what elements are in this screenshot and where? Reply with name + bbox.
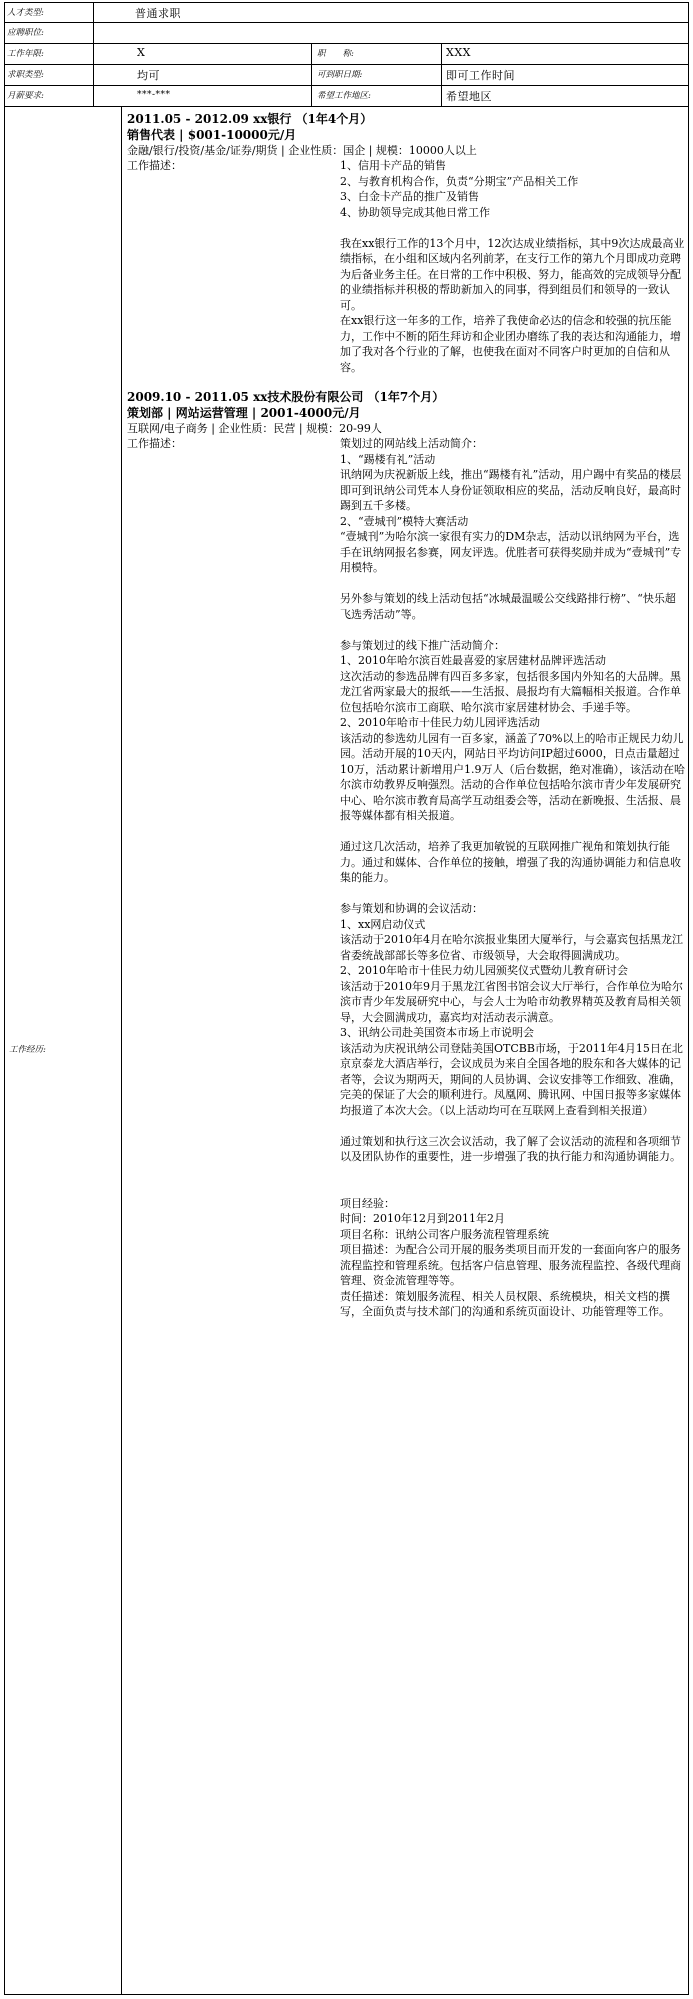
desc-line: 该活动于2010年9月于黑龙江省图书馆会议大厅举行，合作单位为哈尔滨市青少年发展研究中心，与会人士为哈市幼教界精英及教育局相关领导，大会圆满成功，嘉宾均对活动表示满意。 — [340, 979, 683, 1024]
desc-line — [340, 1118, 685, 1134]
desc-line: 2、“壹城刊”模特大赛活动 — [340, 514, 469, 528]
job-title: 2009.10 - 2011.05 xx技术股份有限公司 （1年7个月） — [127, 390, 445, 404]
job-meta: 金融/银行/投资/基金/证券/期货 | 企业性质：国企 | 规模：10000人以上 — [127, 144, 477, 157]
form-row-years — [5, 44, 688, 65]
available-date-value: 即可工作时间 — [446, 69, 515, 82]
desc-line: 项目描述：为配合公司开展的服务类项目而开发的一套面向客户的服务流程监控和管理系统。包括客户信息管理、服务流程监控、各级代理商管理、资金流管理等等。 — [340, 1243, 681, 1287]
desc-line: 时间：2010年12月到2011年2月 — [340, 1212, 505, 1225]
form-row-salary — [5, 86, 688, 107]
desc-line: 4、协助领导完成其他日常工作 — [340, 205, 490, 219]
desc-line: “壹城刊”为哈尔滨一家很有实力的DM杂志，活动以讯纳网为平台，选手在讯纳网报名参赛，网友评选。优胜者可获得奖励并成为“壹城刊”专用模特。 — [340, 530, 682, 574]
desc-line: 1、信用卡产品的销售 — [340, 159, 446, 172]
salary-value: ***-*** — [137, 90, 171, 100]
years-value: X — [137, 46, 146, 59]
job-position: 销售代表 | $001-10000元/月 — [127, 128, 297, 142]
desc-line — [340, 1180, 685, 1196]
form-row-job-type — [5, 65, 688, 86]
desc-line: 1、xx网启动仪式 — [340, 917, 426, 931]
desc-line — [340, 576, 685, 592]
title-label: 职 称: — [317, 49, 354, 59]
desc-line: 责任描述：策划服务流程、相关人员权限、系统模块，相关文档的撰写，全面负责与技术部门的沟通和系统页面设计、功能管理等工作。 — [340, 1289, 670, 1318]
job-description — [340, 436, 685, 1320]
region-label: 希望工作地区: — [317, 91, 371, 101]
form-row-position — [5, 23, 688, 44]
desc-line — [340, 220, 685, 236]
desc-line — [340, 886, 685, 902]
talent-type-value: 普通求职 — [135, 7, 181, 20]
job-entry — [127, 389, 687, 1320]
desc-line: 在xx银行这一年多的工作，培养了我使命必达的信念和较强的抗压能力，工作中不断的陌生拜访和企业团办磨练了我的表达和沟通能力，增加了我对各个行业的了解，也使我在面对不同客户时更加的自信和从容。 — [340, 314, 681, 374]
desc-line: 1、2010年哈尔滨百姓最喜爱的家居建材品牌评选活动 — [340, 654, 606, 667]
desc-line: 该活动为庆祝讯纳公司登陆美国OTCBB市场，于2011年4月15日在北京京泰龙大酒店举行，会议成员为来自全国各地的股东和各大媒体的记者等，会议为期两天，期间的人员协调、会议安排等工作细致、准确，完美的保证了大会的顺利进行。凤凰网、腾讯网、中国日报等多家媒体均报道了本次大会。（以上活动均可在互联网上查看到相关报道） — [340, 1041, 683, 1117]
job-description — [340, 158, 685, 375]
years-label: 工作年限: — [7, 49, 44, 59]
position-label: 应聘职位: — [7, 28, 44, 38]
desc-line: 2、2010年哈市十佳民力幼儿园评选活动 — [340, 716, 540, 729]
desc-line — [340, 1165, 685, 1181]
desc-line: 1、“踢楼有礼”活动 — [340, 452, 436, 466]
job-desc-label: 工作描述： — [127, 159, 182, 172]
available-date-label: 可到职日期: — [317, 70, 363, 80]
work-experience-label: 工作经历: — [9, 1045, 46, 1055]
desc-line: 参与策划和协调的会议活动： — [340, 902, 483, 915]
desc-line: 该活动于2010年4月在哈尔滨报业集团大厦举行，与会嘉宾包括黑龙江省委统战部部长等多位省、市级领导，大会取得圆满成功。 — [340, 933, 683, 962]
job-type-value: 均可 — [137, 69, 160, 82]
desc-line: 通过这几次活动，培养了我更加敏锐的互联网推广视角和策划执行能力。通过和媒体、合作单位的接触，增强了我的沟通协调能力和信息收集的能力。 — [340, 840, 681, 884]
desc-line: 参与策划过的线下推广活动简介： — [340, 638, 505, 652]
desc-line: 讯纳网为庆祝新版上线，推出“踢楼有礼”活动，用户踢中有奖品的楼层即可到讯纳公司凭本人身份证领取相应的奖品，活动反响良好，最高时踢到五千多楼。 — [340, 468, 682, 512]
job-entry — [127, 111, 687, 375]
desc-line: 我在xx银行工作的13个月中，12次达成业绩指标，其中9次达成最高业绩指标，在小组和区域内名列前茅，在支行工作的第九个月即成功竞聘为后备业务主任。在日常的工作中积极、努力，能高效的完成领导分配的业绩指标并积极的帮助新加入的同事，得到组员们和领导的一致认可。 — [340, 236, 685, 312]
form-row-talent-type — [5, 3, 688, 23]
desc-line: 另外参与策划的线上活动包括“冰城最温暖公交线路排行榜”、“快乐超飞选秀活动”等。 — [340, 592, 676, 621]
desc-line: 2、2010年哈市十佳民力幼儿园颁奖仪式暨幼儿教育研讨会 — [340, 964, 628, 977]
region-value: 希望地区 — [446, 90, 492, 103]
desc-line: 这次活动的参选品牌有四百多多家，包括很多国内外知名的大品牌。黑龙江省两家最大的报纸——生活报、晨报均有大篇幅相关报道。合作单位包括哈尔滨市工商联、哈尔滨市家居建材协会、手递手等。 — [340, 669, 681, 714]
desc-line: 策划过的网站线上活动简介： — [340, 437, 483, 450]
job-position: 策划部 | 网站运营管理 | 2001-4000元/月 — [127, 406, 361, 420]
job-desc-label: 工作描述： — [127, 437, 182, 450]
desc-line: 通过策划和执行这三次会议活动，我了解了会议活动的流程和各项细节以及团队协作的重要性，进一步增强了我的执行能力和沟通协调能力。 — [340, 1134, 681, 1163]
desc-line: 项目经验： — [340, 1196, 395, 1210]
job-meta: 互联网/电子商务 | 企业性质：民营 | 规模：20-99人 — [127, 422, 382, 435]
talent-type-label: 人才类型: — [7, 8, 44, 18]
desc-line — [340, 622, 685, 638]
desc-line: 2、与教育机构合作，负责“分期宝”产品相关工作 — [340, 174, 579, 188]
job-title: 2011.05 - 2012.09 xx银行 （1年4个月） — [127, 112, 373, 126]
salary-label: 月薪要求: — [7, 91, 44, 101]
desc-line — [340, 824, 685, 840]
desc-line: 项目名称：讯纳公司客户服务流程管理系统 — [340, 1227, 549, 1241]
work-experience-content — [127, 111, 687, 1334]
job-type-label: 求职类型: — [7, 70, 44, 80]
title-value: XXX — [446, 46, 471, 59]
resume-form — [4, 2, 689, 1995]
desc-line: 该活动的参选幼儿园有一百多家，涵盖了70%以上的哈市正规民力幼儿园。活动开展的10天内，网站日平均访问IP超过6000，日点击量超过10万，活动累计新增用户1.9万人（后台数据，绝对准确），该活动在哈尔滨市幼教界反响强烈。活动的合作单位包括哈尔滨市青少年发展研究中心、哈尔滨市教育局高学互动组委会等，活动在新晚报、生活报、晨报等媒体都有相关报道。 — [340, 731, 685, 822]
desc-line: 3、讯纳公司赴美国资本市场上市说明会 — [340, 1026, 534, 1039]
desc-line: 3、白金卡产品的推广及销售 — [340, 190, 479, 203]
